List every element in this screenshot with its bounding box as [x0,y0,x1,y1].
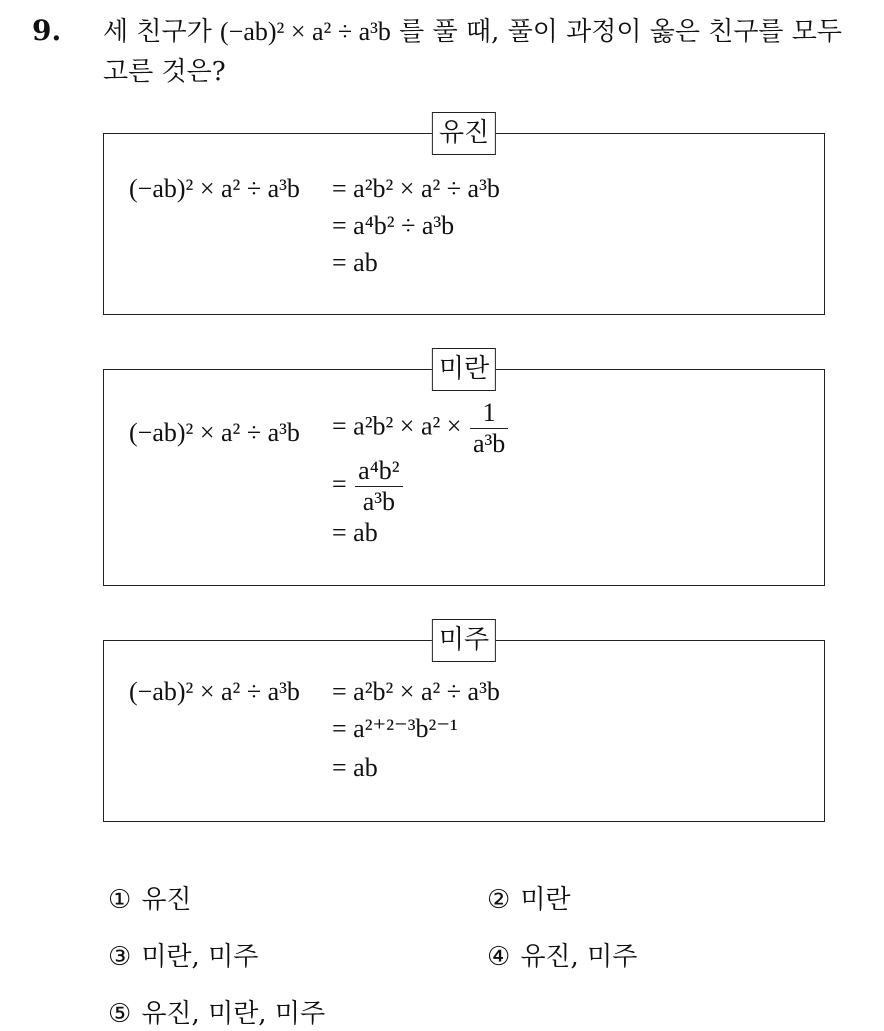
fraction-numerator: 1 [482,398,496,427]
box-label-miran: 미란 [432,348,496,391]
equation-step-2 [332,456,405,517]
equation-step-3: = ab [332,753,378,782]
choice-marker: ③ [108,942,132,972]
equation-step-2-equals: = [332,469,347,499]
equation-step-2: = a²⁺²⁻³b²⁻¹ [332,714,458,743]
fraction-a4b2-over-a3b [355,456,402,517]
choice-text: 유진, 미주 [520,942,638,972]
stem-text-post: 를 풀 때, 풀이 과정이 옳은 친구를 모두 [390,17,843,47]
fraction-numerator: a⁴b² [358,456,400,485]
solution-box-miran [103,354,825,586]
equation-step-1-text: = a²b² × a² × [332,411,462,441]
choice-text: 유진, 미란, 미주 [141,999,326,1029]
choice-4[interactable] [487,940,637,974]
solution-box-yujin [103,118,825,315]
box-label-yujin: 유진 [432,112,496,155]
choice-marker: ⑤ [108,999,132,1029]
equation-step-3: = ab [332,248,378,277]
equation-lhs: (−ab)² × a² ÷ a³b [129,418,300,447]
stem-expression: (−ab)² × a² ÷ a³b [220,17,391,46]
question-stem [103,12,873,92]
box-label-miju: 미주 [432,619,496,662]
choice-marker: ② [487,885,511,915]
equation-step-2: = a⁴b² ÷ a³b [332,211,455,240]
equation-step-3: = ab [332,518,378,547]
choice-3[interactable] [108,940,258,974]
choice-5[interactable] [108,997,325,1031]
choice-text: 미란, 미주 [141,942,259,972]
stem-line-2: 고른 것은? [103,57,226,87]
fraction-denominator: a³b [472,429,506,458]
equation-step-1 [332,398,510,459]
choice-text: 미란 [520,885,571,915]
stem-text-pre: 세 친구가 [103,17,220,47]
choice-1[interactable] [108,883,192,917]
equation-step-1: = a²b² × a² ÷ a³b [332,174,500,203]
solution-box-miju [103,625,825,822]
fraction-denominator: a³b [362,487,396,516]
stem-line-1 [103,12,873,52]
question-number: 9. [32,14,62,47]
choice-marker: ④ [487,942,511,972]
choice-marker: ① [108,885,132,915]
equation-lhs: (−ab)² × a² ÷ a³b [129,174,300,203]
choice-text: 유진 [141,885,192,915]
equation-step-1: = a²b² × a² ÷ a³b [332,677,500,706]
equation-lhs: (−ab)² × a² ÷ a³b [129,677,300,706]
choice-2[interactable] [487,883,571,917]
fraction-one-over-a3b [470,398,508,459]
